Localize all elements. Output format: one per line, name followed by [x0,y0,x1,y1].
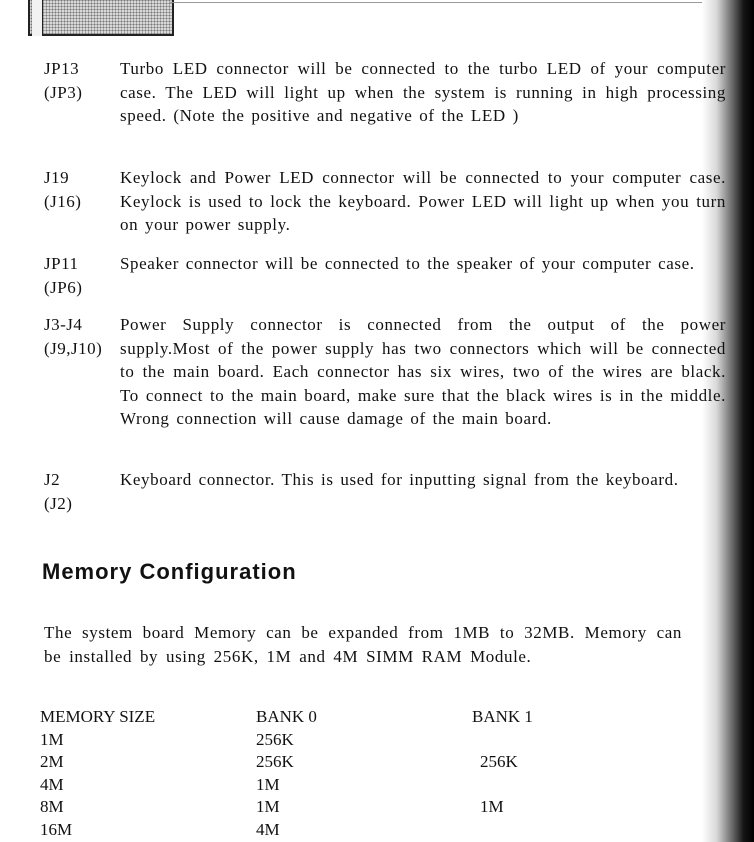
memory-size-cell: 1M [40,729,64,749]
connector-description: Keylock and Power LED connector will be connected to your computer case. Keylock is used to lock the keyboard. Power LED will light up when you turn on your power supply. [120,168,726,234]
connector-id: J2 [44,470,61,489]
connector-alt-id: (JP3) [44,82,83,102]
memory-size-cell: 2M [40,752,64,771]
bank-0-cell: 256K [256,729,294,749]
page-corner-tab-edge [32,0,43,36]
section-heading: Memory Configuration [42,559,297,584]
connector-label [44,468,120,515]
section-intro: The system board Memory can be expanded from 1MB to 32MB. Memory can be installed by using 256K, 1M and 4M SIMM RAM Module. [44,623,682,666]
bank-0-cell: 1M [256,797,280,816]
table-row [40,819,680,842]
connector-label [44,252,120,299]
memory-size-cell: 8M [40,797,64,816]
bank-0-cell: 256K [256,752,294,771]
top-rule [170,2,730,3]
memory-table-header [40,706,680,729]
table-row [40,796,680,819]
table-row [40,729,680,752]
connector-description: Keyboard connector. This is used for inputting signal from the keyboard. [120,470,679,489]
connector-description: Turbo LED connector will be connected to the turbo LED of your computer case. The LED will light up when the system is running in high processing speed. (Note the positive and negative of the LED ) [120,59,726,125]
bank-1-cell: 256K [480,752,518,771]
connector-description: Power Supply connector is connected from the output of the power supply.Most of the power supply has two connectors which will be connected to the main board. Each connector has six wires, two of the wires are black. To connect to the main board, make sure that the black wires is in the middle. Wrong connection will cause damage of the main board. [120,315,726,428]
connector-id: J19 [44,168,70,187]
connector-alt-id: (JP6) [44,277,83,297]
connector-id: JP11 [44,254,79,273]
bank-1-cell: 1M [480,797,504,816]
connector-label [44,313,120,360]
connector-alt-id: (J9,J10) [44,338,103,358]
connector-id: J3-J4 [44,315,83,334]
connector-description: Speaker connector will be connected to the speaker of your computer case. [120,254,695,273]
table-row [40,751,680,774]
table-row [40,774,680,797]
connector-alt-id: (J2) [44,493,73,513]
connector-label [44,166,120,213]
header-bank-1: BANK 1 [472,707,533,726]
connector-alt-id: (J16) [44,191,82,211]
page-corner-tab [28,0,174,36]
memory-size-cell: 16M [40,819,73,839]
connector-id: JP13 [44,59,80,78]
memory-table [40,706,680,841]
bank-0-cell: 1M [256,774,280,794]
memory-size-cell: 4M [40,774,64,794]
bank-0-cell: 4M [256,819,280,839]
header-bank-0: BANK 0 [256,707,317,726]
header-memory-size: MEMORY SIZE [40,707,156,726]
connector-label [44,57,120,104]
